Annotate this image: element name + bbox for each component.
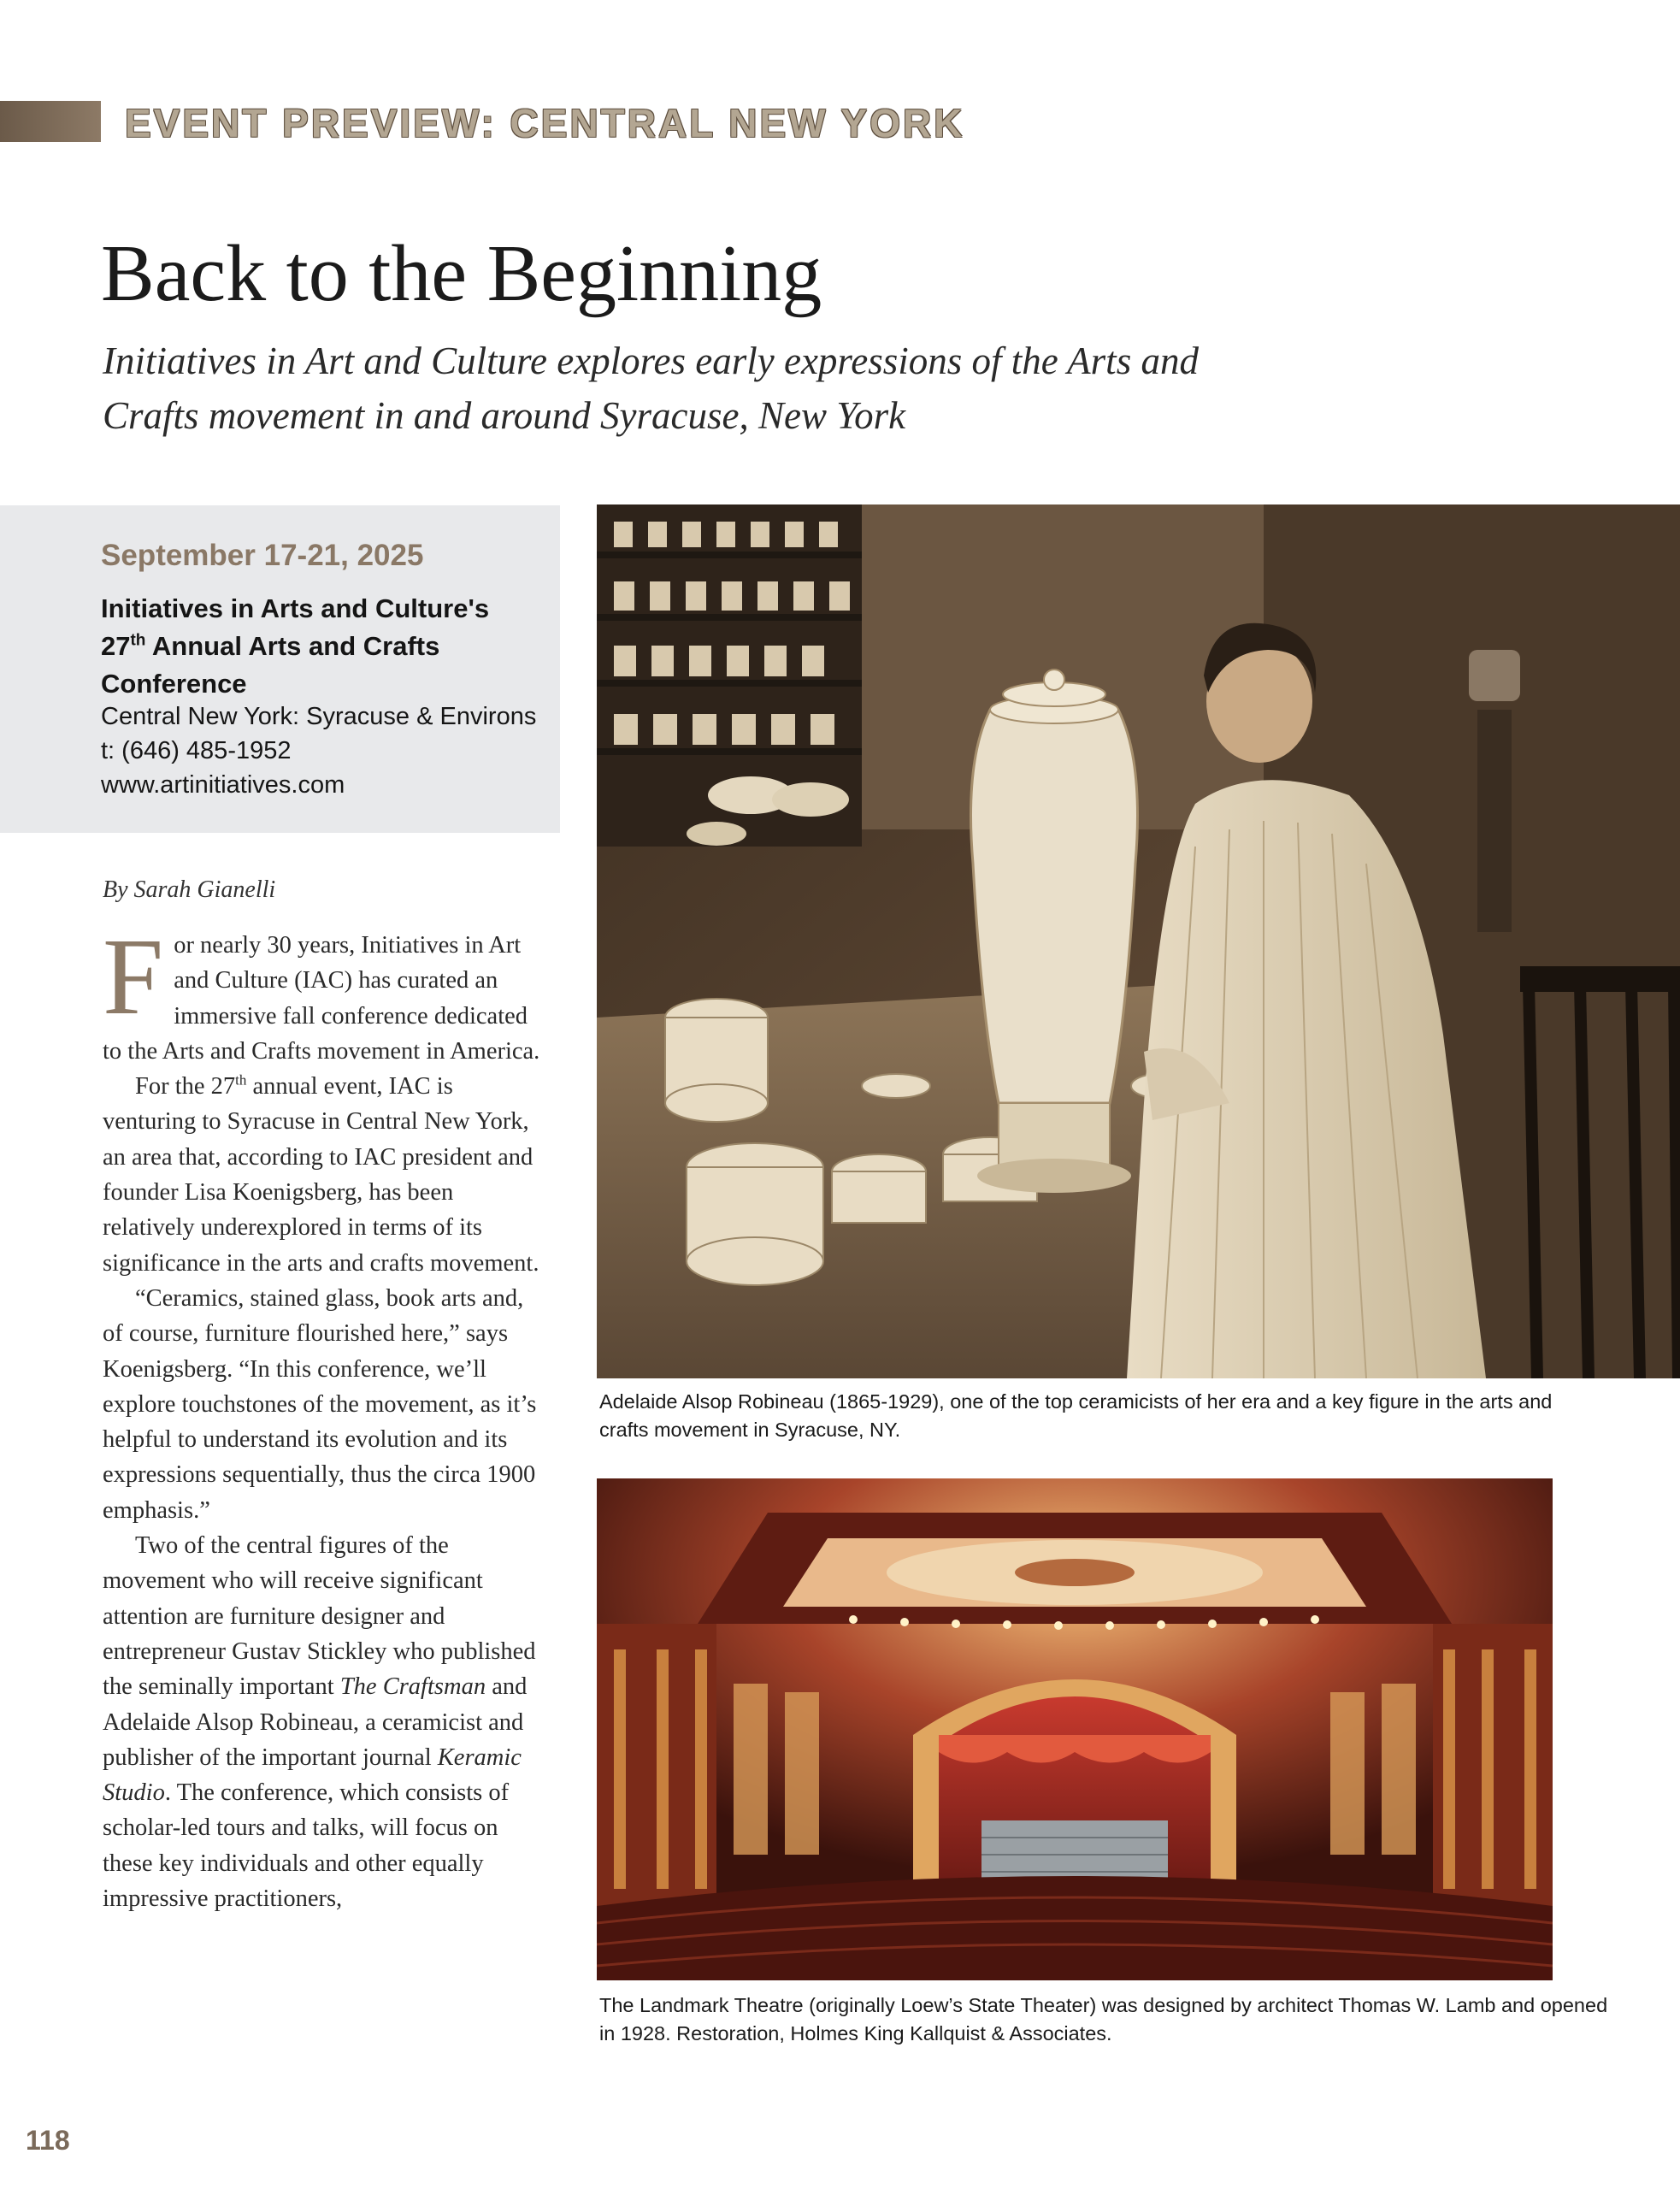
event-edition-suffix: th <box>130 631 146 650</box>
section-label: EVENT PREVIEW: CENTRAL NEW YORK <box>125 101 965 145</box>
ceramicist-photo <box>597 504 1680 1378</box>
event-conference-name: Annual Arts and Crafts Conference <box>101 631 440 699</box>
event-organizer <box>101 590 545 703</box>
byline: By Sarah Gianelli <box>103 876 276 903</box>
event-location: Central New York: Syracuse & Environs <box>101 703 537 730</box>
body-paragraph-3: “Ceramics, stained glass, book arts and, of course, furniture flourished here,” says Koenigsberg. “In this conference, we’ll explore touchstones of the movement, as it’s helpful to understand its evolution and its expressions sequentially, thus the circa 1900 emphasis.” <box>103 1284 537 1524</box>
section-color-bar <box>0 101 101 142</box>
drop-cap: F <box>103 916 164 1037</box>
ceramicist-photo-caption: Adelaide Alsop Robineau (1865-1929), one of the top ceramicists of her era and a key figure in the arts and crafts movement in Syracuse, NY. <box>599 1390 1553 1441</box>
theater-photo <box>597 1478 1553 1980</box>
article-subtitle: Initiatives in Art and Culture explores early expressions of the Arts and Crafts movement in and around Syracuse, New York <box>103 339 1199 437</box>
body-paragraph-1: For nearly 30 years, Initiatives in Art and Culture (IAC) has curated an immersive fall conference dedicated to the Arts and Crafts movement in America. <box>103 916 540 1065</box>
body-paragraph-2: For the 27th annual event, IAC is venturing to Syracuse in Central New York, an area that, according to IAC president and founder Lisa Koenigsberg, has been relatively underexplored in terms of its significance in the arts and crafts movement. <box>103 1071 539 1277</box>
article-title: Back to the Beginning <box>101 229 822 318</box>
page-number: 118 <box>26 2125 70 2156</box>
event-phone: t: (646) 485-1952 <box>101 737 292 764</box>
article-body <box>103 916 547 1916</box>
theater-photo-caption: The Landmark Theatre (originally Loew’s State Theater) was designed by architect Thomas W. Lamb and opened in 1928. Restoration, Holmes King Kallquist & Associates. <box>599 1994 1608 2044</box>
event-organizer-line1: Initiatives in Arts and Culture's <box>101 593 490 623</box>
event-date: September 17-21, 2025 <box>101 539 424 572</box>
event-website[interactable]: www.artinitiatives.com <box>101 771 345 799</box>
event-edition-number: 27 <box>101 631 131 661</box>
body-paragraph-4: Two of the central figures of the movement who will receive significant attention are furniture designer and entrepreneur Gustav Stickley who published the seminally important The Craftsman and Adelaide Alsop Robineau, a ceramicist and publisher of the important journal Keramic Studio. The conference, which consists of scholar-led tours and talks, will focus on these key individuals and other equally impressive practitioners, <box>103 1532 536 1913</box>
